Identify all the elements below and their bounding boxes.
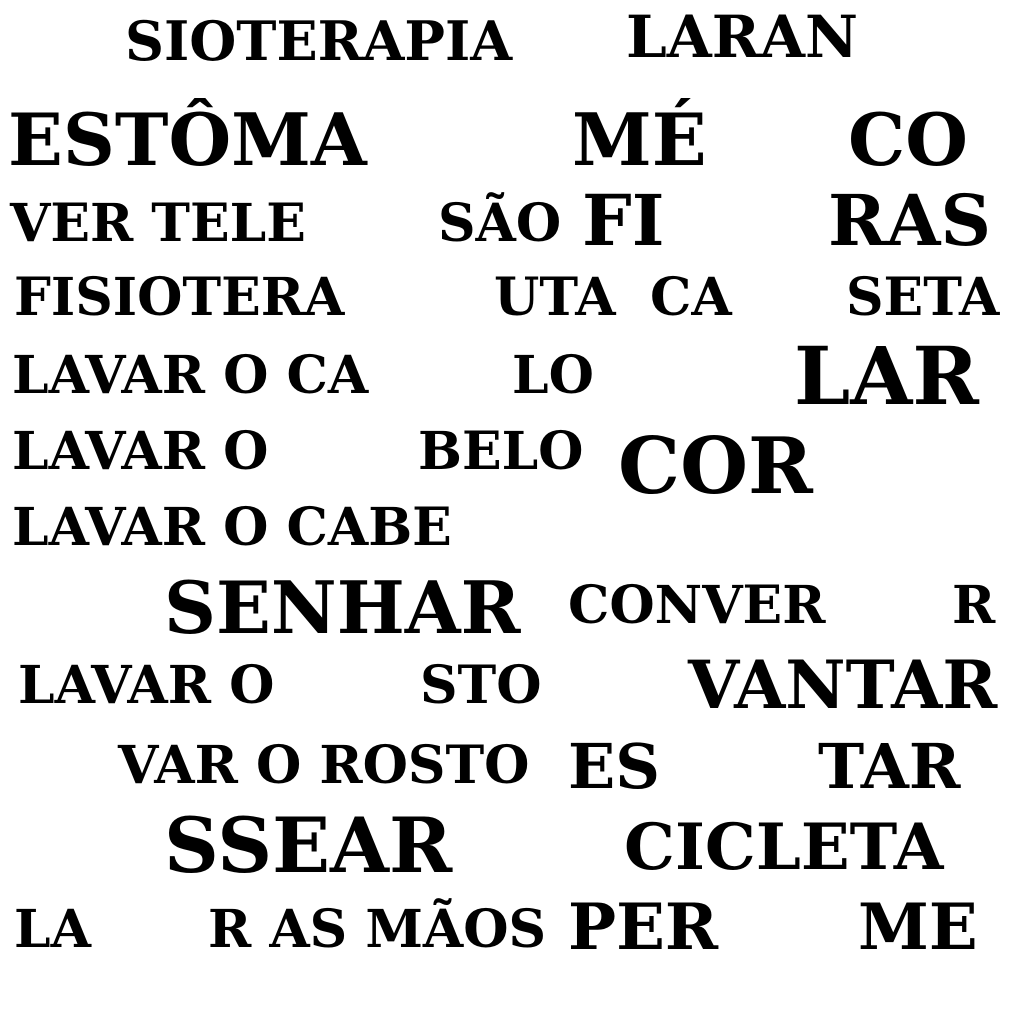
word-fragment: LAVAR O [12, 421, 269, 482]
word-fragment: SENHAR [164, 565, 521, 650]
word-fragment: LAVAR O [18, 655, 275, 716]
word-fragment: VANTAR [688, 646, 998, 724]
word-fragment: CA [650, 267, 732, 328]
word-fragment: MÉ [572, 97, 707, 182]
word-fragment: STO [420, 655, 542, 716]
word-fragment: ESTÔMA [8, 97, 367, 182]
word-fragment: LAVAR O CA [12, 345, 369, 406]
word-fragment: ME [858, 890, 978, 965]
word-fragment: SIOTERAPIA [125, 9, 513, 73]
word-fragment: R AS MÃOS [208, 899, 547, 960]
word-fragment: LA [14, 899, 91, 960]
word-fragment: LAR [794, 329, 979, 423]
word-fragment: R [952, 575, 996, 636]
word-fragment: TAR [818, 730, 961, 803]
word-fragment: VAR O ROSTO [118, 735, 530, 796]
word-fragment: ES [568, 730, 661, 803]
word-fragment: UTA [494, 267, 616, 328]
word-fragment: FISIOTERA [14, 267, 345, 328]
word-fragment: CO [848, 97, 969, 182]
word-fragment: SSEAR [164, 801, 453, 890]
word-fragment: RAS [828, 179, 992, 262]
word-fragment: PER [568, 890, 719, 965]
word-fragment: COR [618, 421, 813, 512]
word-fragment: LAVAR O CABE [12, 497, 452, 558]
word-fragment: LO [512, 345, 594, 406]
word-fragment: FI [582, 179, 665, 262]
word-fragment: CICLETA [624, 810, 944, 885]
word-fragment: LARAN [626, 3, 858, 71]
word-fragment: CONVER [568, 575, 826, 636]
word-fragment: SETA [846, 267, 1000, 328]
word-fragment: BELO [418, 421, 584, 482]
word-fragment: VER TELE [10, 193, 306, 254]
word-fragment: SÃO [438, 193, 562, 254]
